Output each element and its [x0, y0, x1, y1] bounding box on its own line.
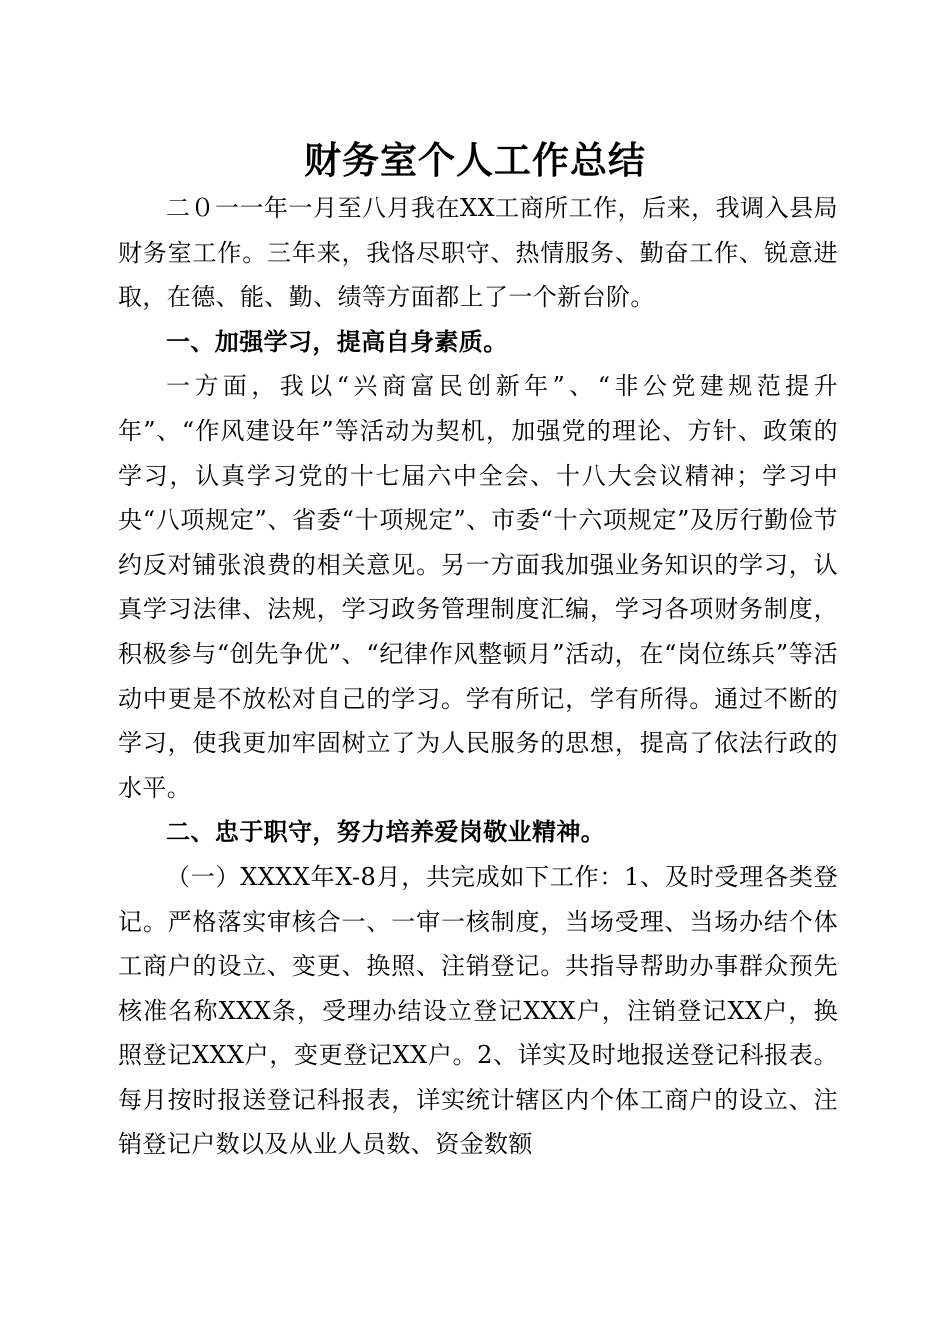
section-2-heading: 二、忠于职守，努力培养爱岗敬业精神。: [166, 818, 606, 847]
document-title: 财务室个人工作总结: [304, 138, 646, 182]
section-1-paragraph: 一方面，我以“兴商富民创新年”、“非公党建规范提升年”、“作风建设年”等活动为契机，加强党的理论、方针、政策的学习，认真学习党的十七届六中全会、十八大会议精神；学习中央“八项规定”、省委“十项规定”、市委“十六项规定”及厉行勤俭节约反对铺张浪费的相关意见。另一方面我加强业务知识的学习，认真学习法律、法规，学习政务管理制度汇编，学习各项财务制度，积极参与“创先争优”、“纪律作风整顿月”活动，在“岗位练兵”等活动中更是不放松对自己的学习。学有所记，学有所得。通过不断的学习，使我更加牢固树立了为人民服务的思想，提高了依法行政的水平。: [118, 372, 838, 802]
section-1-heading: 一、加强学习，提高自身素质。: [166, 327, 508, 356]
intro-paragraph: 二０一一年一月至八月我在XX工商所工作，后来，我调入县局财务室工作。三年来，我恪尽职守、热情服务、勤奋工作、锐意进取，在德、能、勤、绩等方面都上了一个新台阶。: [118, 194, 838, 312]
document-body: [118, 186, 838, 1167]
section-2-paragraph: （一）XXXX年X-8月，共完成如下工作：1、及时受理各类登记。严格落实审核合一、一审一核制度，当场受理、当场办结个体工商户的设立、变更、换照、注销登记。共指导帮助办事群众预先核准名称XXX条，受理办结设立登记XXX户，注销登记XX户，换照登记XXX户，变更登记XX户。2、详实及时地报送登记科报表。每月按时报送登记科报表，详实统计辖区内个体工商户的设立、注销登记户数以及从业人员数、资金数额: [118, 862, 838, 1159]
